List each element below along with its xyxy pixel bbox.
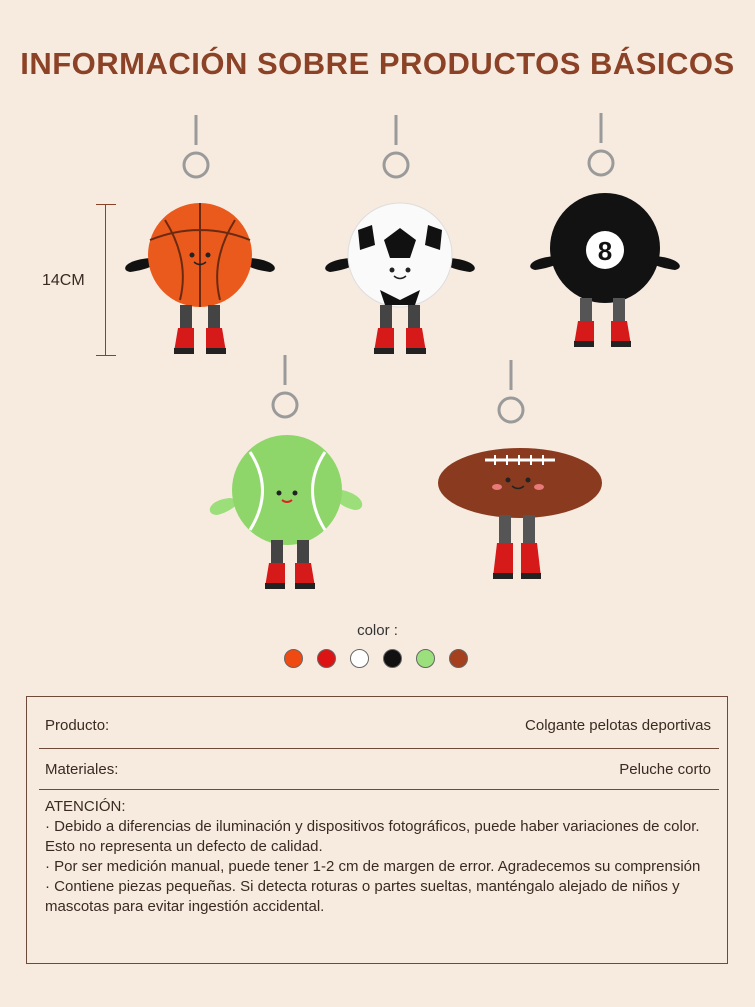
size-label: 14CM bbox=[42, 272, 85, 289]
page-title: INFORMACIÓN SOBRE PRODUCTOS BÁSICOS bbox=[20, 46, 735, 81]
spec-key: Producto: bbox=[45, 717, 110, 734]
attention-note: · Contiene piezas pequeñas. Si detecta roturas o partes sueltas, manténgalo alejado de niños y mascotas para evitar ingestión accidental. bbox=[45, 878, 680, 915]
color-swatch-white[interactable] bbox=[350, 649, 369, 668]
divider bbox=[39, 789, 719, 790]
attention-heading: ATENCIÓN: bbox=[45, 798, 126, 815]
product-info-box bbox=[26, 696, 728, 964]
svg-text:8: 8 bbox=[597, 236, 613, 266]
divider bbox=[39, 748, 719, 749]
rugby-plush-icon bbox=[435, 355, 610, 595]
color-swatch-brown[interactable] bbox=[449, 649, 468, 668]
spec-value: Peluche corto bbox=[619, 761, 711, 778]
soccer-plush-icon bbox=[320, 110, 480, 360]
color-swatch-green[interactable] bbox=[416, 649, 435, 668]
attention-note: · Por ser medición manual, puede tener 1-2 cm de margen de error. Agradecemos su comprensión bbox=[45, 858, 701, 875]
keyring-icon bbox=[184, 115, 208, 177]
color-swatch-black[interactable] bbox=[383, 649, 402, 668]
spec-value: Colgante pelotas deportivas bbox=[525, 717, 711, 734]
keyring-icon bbox=[273, 355, 297, 417]
spec-key: Materiales: bbox=[45, 761, 119, 778]
keyring-icon bbox=[499, 360, 523, 422]
color-label: color : bbox=[357, 622, 398, 639]
color-swatch-orange[interactable] bbox=[284, 649, 303, 668]
keyring-icon bbox=[589, 113, 613, 175]
eight-ball-plush-icon bbox=[525, 108, 685, 358]
keyring-icon bbox=[384, 115, 408, 177]
tennis-plush-icon bbox=[205, 350, 370, 595]
color-swatch-red[interactable] bbox=[317, 649, 336, 668]
attention-notes bbox=[45, 797, 717, 917]
attention-note: · Debido a diferencias de iluminación y dispositivos fotográficos, puede haber variaciones de color. Esto no representa un defecto de calidad. bbox=[45, 818, 700, 855]
color-swatches bbox=[284, 649, 468, 668]
size-ruler bbox=[96, 204, 116, 356]
basketball-plush-icon bbox=[120, 110, 280, 360]
